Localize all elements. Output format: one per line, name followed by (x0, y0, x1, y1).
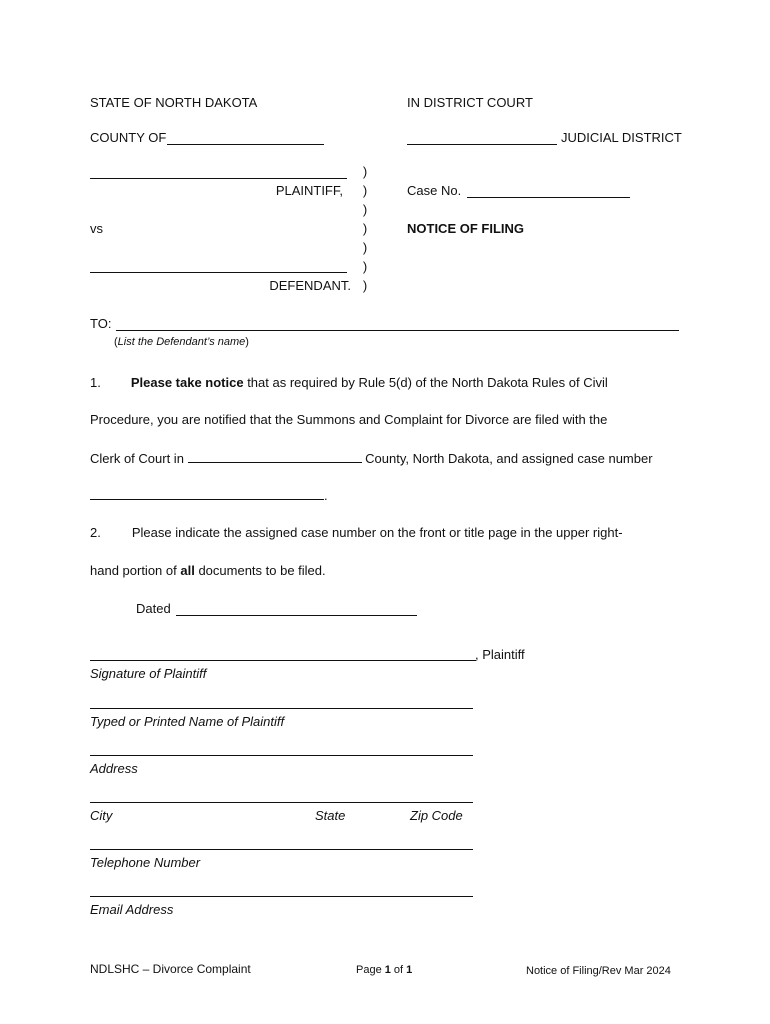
to-label: TO: (90, 316, 112, 331)
judicial-district-label: JUDICIAL DISTRICT (561, 130, 682, 145)
caption-paren: ) (362, 202, 368, 217)
printed-name-blank[interactable] (90, 708, 473, 709)
assigned-case-number-blank[interactable] (90, 487, 324, 500)
caption-paren: ) (362, 164, 368, 179)
defendant-name-blank[interactable] (90, 272, 347, 273)
dated-label: Dated (136, 601, 171, 616)
caption-paren: ) (362, 278, 368, 293)
para1-line1: 1. Please take notice that as required by Rule 5(d) of the North Dakota Rules of Civil (90, 375, 608, 390)
city-state-zip-blank[interactable] (90, 802, 473, 803)
telephone-label: Telephone Number (90, 855, 201, 870)
para1-line3: Clerk of Court in County, North Dakota, and assigned case number (90, 451, 653, 466)
court-heading: IN DISTRICT COURT (407, 95, 533, 110)
signature-label: Signature of Plaintiff (90, 666, 207, 681)
email-blank[interactable] (90, 896, 473, 897)
caption-paren: ) (362, 183, 368, 198)
para2-line2: hand portion of all documents to be filed. (90, 563, 326, 578)
plaintiff-suffix: , Plaintiff (475, 647, 525, 662)
address-label: Address (90, 761, 138, 776)
caption-paren: ) (362, 221, 368, 236)
caption-paren: ) (362, 259, 368, 274)
defendant-label: DEFENDANT. (269, 278, 351, 293)
signature-blank[interactable] (90, 660, 476, 661)
clerk-county-blank[interactable] (188, 450, 362, 463)
plaintiff-label: PLAINTIFF, (275, 183, 343, 198)
county-blank[interactable] (167, 144, 324, 145)
email-label: Email Address (90, 902, 174, 917)
zip-label: Zip Code (410, 808, 463, 823)
to-defendant-blank[interactable] (116, 330, 679, 331)
para1-line2: Procedure, you are notified that the Summons and Complaint for Divorce are filed with the (90, 412, 608, 427)
document-title: NOTICE OF FILING (407, 221, 524, 236)
vs-label: vs (90, 221, 103, 236)
state-label: State (315, 808, 346, 823)
judicial-district-blank[interactable] (407, 144, 557, 145)
printed-name-label: Typed or Printed Name of Plaintiff (90, 714, 285, 729)
state-heading: STATE OF NORTH DAKOTA (90, 95, 258, 110)
address-blank[interactable] (90, 755, 473, 756)
case-no-label: Case No. (407, 183, 462, 198)
footer-right: Notice of Filing/Rev Mar 2024 (526, 965, 671, 977)
para2-line1: 2. Please indicate the assigned case number on the front or title page in the upper right- (90, 525, 623, 540)
city-label: City (90, 808, 113, 823)
dated-blank[interactable] (176, 615, 417, 616)
plaintiff-name-blank[interactable] (90, 178, 347, 179)
telephone-blank[interactable] (90, 849, 473, 850)
case-no-blank[interactable] (467, 197, 630, 198)
caption-paren: ) (362, 240, 368, 255)
footer-left: NDLSHC – Divorce Complaint (90, 962, 251, 976)
to-hint: (List the Defendant’s name) (114, 336, 249, 348)
para1-line4: . (90, 487, 328, 504)
footer-page-number: Page 1 of 1 (356, 964, 413, 976)
county-label: COUNTY OF (90, 130, 167, 145)
